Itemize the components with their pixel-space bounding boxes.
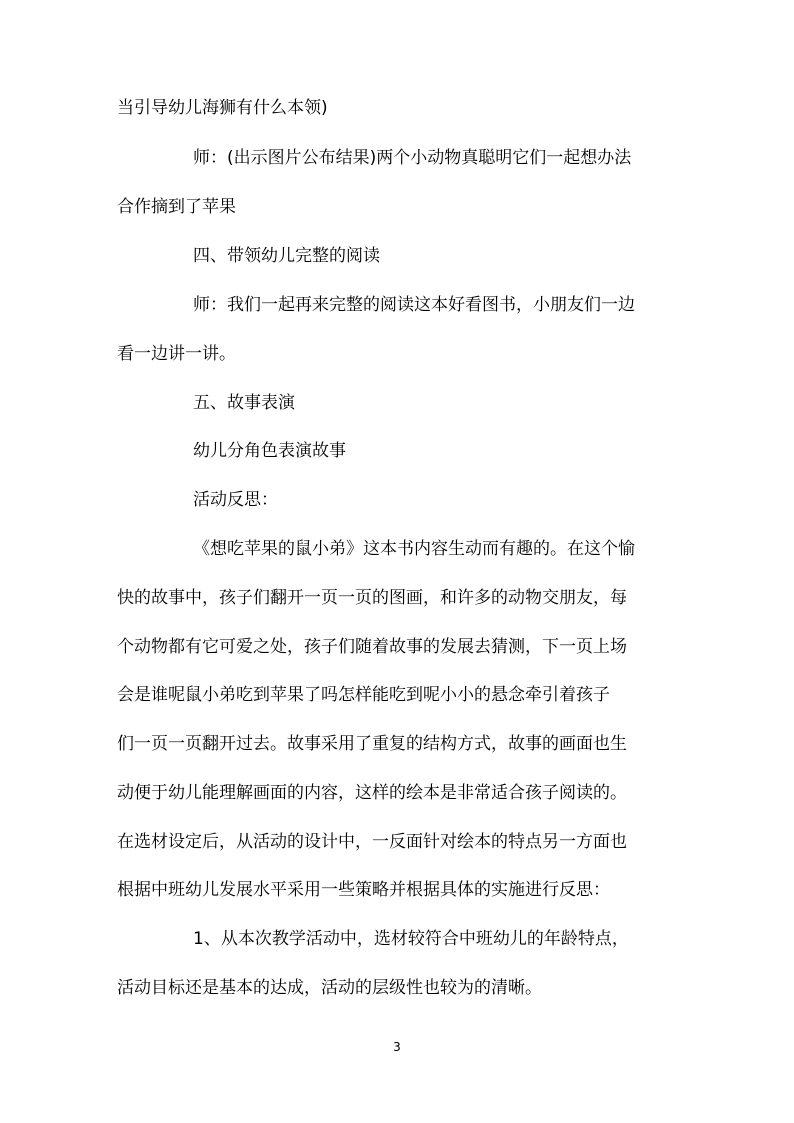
section-heading: 五、故事表演 <box>193 393 295 413</box>
section-heading: 活动反思： <box>193 490 278 510</box>
section-heading: 四、带领幼儿完整的阅读 <box>193 246 380 266</box>
text-line: 合作摘到了苹果 <box>117 197 236 217</box>
text-line: 动便于幼儿能理解画面的内容，这样的绘本是非常适合孩子阅读的。 <box>117 783 627 803</box>
text-line: 快的故事中，孩子们翻开一页一页的图画，和许多的动物交朋友，每 <box>117 588 627 608</box>
text-line: 们一页一页翻开过去。故事采用了重复的结构方式，故事的画面也生 <box>117 734 627 754</box>
text-line: 活动目标还是基本的达成，活动的层级性也较为的清晰。 <box>117 978 542 998</box>
text-line: 看一边讲一讲。 <box>117 344 236 364</box>
text-line: 师：(出示图片公布结果)两个小动物真聪明它们一起想办法 <box>193 148 632 168</box>
text-line: 在选材设定后，从活动的设计中，一反面针对绘本的特点另一方面也 <box>117 832 627 852</box>
text-line: 会是谁呢鼠小弟吃到苹果了吗怎样能吃到呢小小的悬念牵引着孩子 <box>117 685 610 705</box>
text-line: 1、从本次教学活动中，选材较符合中班幼儿的年龄特点， <box>193 929 629 949</box>
text-line: 《想吃苹果的鼠小弟》这本书内容生动而有趣的。在这个愉 <box>193 539 635 559</box>
text-line: 幼儿分角色表演故事 <box>193 441 346 461</box>
text-line: 根据中班幼儿发展水平采用一些策略并根据具体的实施进行反思： <box>117 880 610 900</box>
page-number: 3 <box>393 1040 401 1054</box>
text-line: 当引导幼儿海狮有什么本领) <box>117 98 328 118</box>
text-line: 师：我们一起再来完整的阅读这本好看图书，小朋友们一边 <box>193 295 635 315</box>
text-line: 个动物都有它可爱之处，孩子们随着故事的发展去猜测，下一页上场 <box>117 637 627 657</box>
